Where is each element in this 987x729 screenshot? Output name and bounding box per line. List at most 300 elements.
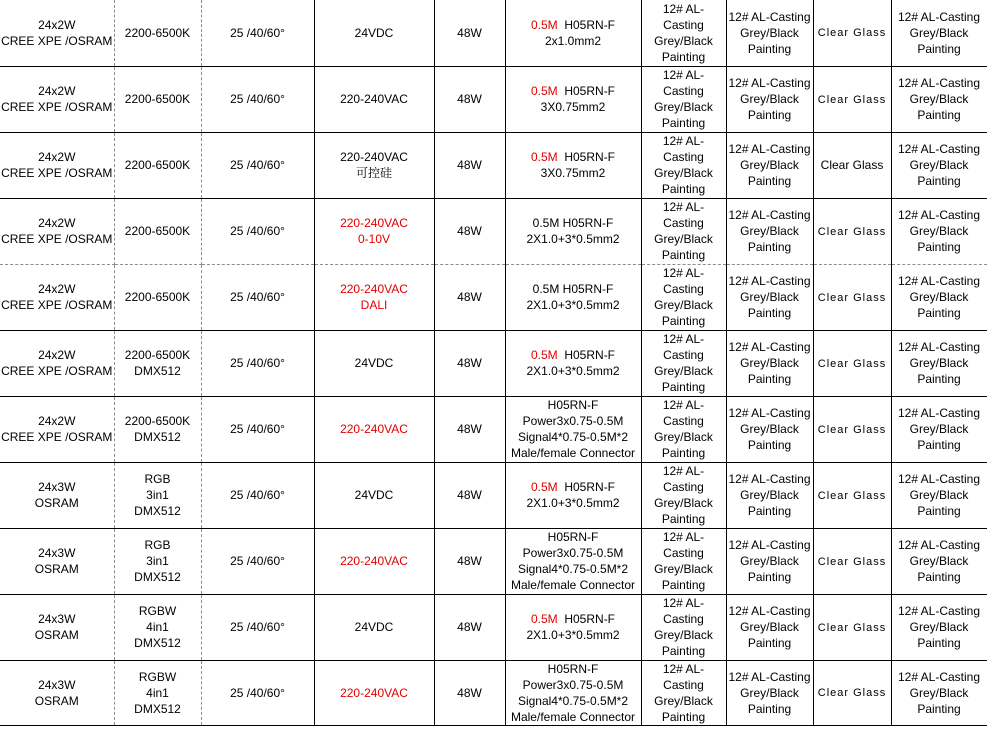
cell-line: 2x1.0mm2: [544, 33, 602, 48]
finish-cell: [726, 594, 813, 660]
glass-text: Clear Glass: [817, 93, 887, 106]
glass-text: Clear Glass: [817, 357, 887, 370]
cell-line: H05RN-F: [564, 348, 616, 362]
cell-line: Male/female Connector: [510, 446, 636, 460]
cell-line: 12# AL-Casting: [897, 9, 981, 24]
power-text: 48W: [457, 554, 482, 568]
cell-line: Painting: [747, 306, 792, 320]
cell-line: DALI: [360, 298, 388, 312]
cell-line: 12# AL-: [662, 530, 705, 544]
cell-line: 12# AL-Casting: [728, 76, 811, 90]
cell-line: CREE XPE /OSRAM: [1, 298, 113, 312]
glass-text: Clear Glass: [817, 423, 887, 436]
cell-line: Painting: [917, 306, 961, 320]
beam-angle-cell: [201, 330, 314, 396]
cell-line: 24VDC: [354, 25, 394, 40]
beam-angle-cell: [201, 132, 314, 198]
beam-angle-cell: [201, 528, 314, 594]
cell-line: 220-240VAC: [340, 554, 408, 568]
finish-cell: [726, 462, 813, 528]
cell-line: DMX512: [134, 636, 181, 650]
cell-line: Grey/Black: [909, 685, 969, 700]
cell-line: Grey/Black: [654, 166, 713, 180]
glass-text: Clear Glass: [820, 158, 884, 172]
cell-line: RGB: [144, 472, 171, 486]
cell-line: DMX512: [134, 504, 181, 518]
cell-line: Painting: [747, 108, 792, 122]
cell-line: 12# AL-Casting: [897, 604, 981, 618]
cell-line: Casting: [663, 348, 704, 362]
cell-line: 24x2W: [38, 84, 76, 98]
cell-line: Grey/Black: [909, 488, 969, 502]
cell-line: 24x2W: [38, 348, 76, 362]
cell-line: Painting: [747, 174, 792, 188]
beam-angle-cell: [201, 264, 314, 330]
cell-line: H05RN-F: [564, 150, 616, 164]
finish-cell: [726, 0, 813, 66]
cell-line: 12# AL-Casting: [897, 142, 981, 156]
cell-line: H05RN-F: [547, 398, 599, 412]
cell-line: Painting: [661, 116, 706, 130]
cell-line: 2X1.0+3*0.5mm2: [526, 628, 620, 642]
power-text: 48W: [457, 488, 482, 502]
power-cell: [434, 462, 505, 528]
cell-line: Grey/Black: [654, 628, 713, 642]
bracket-cell: [891, 198, 987, 264]
glass-text: Clear Glass: [817, 555, 887, 568]
glass-cell: [813, 264, 891, 330]
beam-angle-cell: [201, 198, 314, 264]
input-voltage-cell: [314, 660, 434, 725]
cell-line: Grey/Black: [909, 554, 969, 568]
finish-cell: [726, 198, 813, 264]
bracket-cell: [891, 264, 987, 330]
cell-line: 12# AL-Casting: [897, 274, 981, 288]
cable-cell: [505, 528, 641, 594]
beam-angle-text: 25 /40/60°: [230, 620, 285, 634]
cell-line: 12# AL-: [662, 266, 705, 280]
cable-length-text: 0.5M: [530, 348, 558, 362]
glass-text: Clear Glass: [817, 687, 887, 699]
cell-line: 24VDC: [354, 620, 394, 634]
cell-line: 12# AL-: [662, 398, 705, 412]
material-cell: [641, 660, 726, 725]
power-text: 48W: [457, 158, 482, 172]
cell-line: 24x3W: [38, 546, 76, 560]
cell-line: Painting: [661, 49, 706, 64]
cell-line: Painting: [747, 570, 792, 584]
cell-line: 2200-6500K: [124, 290, 191, 304]
cell-line: Grey/Black: [740, 422, 799, 436]
cell-line: H05RN-F: [564, 612, 616, 626]
cable-cell: [505, 0, 641, 66]
cell-line: 2200-6500K: [124, 158, 191, 172]
power-text: 48W: [457, 356, 482, 370]
cell-line: 2X1.0+3*0.5mm2: [526, 364, 620, 378]
cell-line: 2200-6500K: [124, 414, 191, 428]
cell-line: 可控硅: [355, 166, 392, 180]
bracket-cell: [891, 396, 987, 462]
cct-cell: [114, 330, 201, 396]
table-row: [0, 660, 987, 725]
cable-cell: [505, 66, 641, 132]
cable-cell: [505, 198, 641, 264]
cell-line: Grey/Black: [740, 488, 799, 502]
led-cell: [0, 0, 114, 66]
finish-cell: [726, 66, 813, 132]
beam-angle-text: 25 /40/60°: [230, 290, 285, 304]
beam-angle-cell: [201, 594, 314, 660]
cell-line: 12# AL-Casting: [897, 406, 981, 420]
cell-line: 12# AL-: [662, 332, 705, 346]
cell-line: Painting: [661, 512, 706, 526]
cell-line: Painting: [661, 446, 706, 460]
cell-line: Male/female Connector: [510, 709, 636, 724]
cable-cell: [505, 660, 641, 725]
cell-line: Grey/Black: [740, 356, 799, 370]
cell-line: DMX512: [134, 430, 181, 444]
cct-cell: [114, 528, 201, 594]
led-cell: [0, 132, 114, 198]
cable-cell: [505, 132, 641, 198]
cell-line: 12# AL-Casting: [728, 9, 811, 24]
cell-line: 24x3W: [38, 480, 76, 494]
table-row: [0, 264, 987, 330]
bracket-cell: [891, 462, 987, 528]
beam-angle-text: 25 /40/60°: [230, 224, 285, 238]
cell-line: Casting: [663, 414, 704, 428]
cell-line: 12# AL-: [662, 200, 705, 214]
power-cell: [434, 66, 505, 132]
cell-line: 0.5M H05RN-F: [532, 216, 614, 230]
cct-cell: [114, 396, 201, 462]
cell-line: Painting: [917, 701, 961, 716]
cell-line: 220-240VAC: [340, 422, 408, 436]
cell-line: Painting: [661, 709, 706, 724]
cct-cell: [114, 660, 201, 725]
cct-cell: [114, 198, 201, 264]
cell-line: Grey/Black: [654, 232, 713, 246]
cell-line: 3in1: [146, 488, 169, 502]
cell-line: Painting: [917, 372, 961, 386]
finish-cell: [726, 330, 813, 396]
cell-line: 0.5M H05RN-F: [532, 282, 614, 296]
cell-line: 12# AL-Casting: [728, 208, 811, 222]
cell-line: Painting: [917, 570, 961, 584]
cell-line: H05RN-F: [547, 530, 599, 544]
cct-cell: [114, 66, 201, 132]
input-voltage-cell: [314, 594, 434, 660]
material-cell: [641, 330, 726, 396]
glass-cell: [813, 462, 891, 528]
cell-line: 24VDC: [354, 356, 394, 370]
cell-line: Male/female Connector: [510, 578, 636, 592]
cell-line: RGBW: [138, 604, 177, 618]
power-cell: [434, 264, 505, 330]
input-voltage-cell: [314, 528, 434, 594]
input-voltage-cell: [314, 132, 434, 198]
cell-line: Painting: [747, 636, 792, 650]
cell-line: Power3x0.75-0.5M: [522, 414, 624, 428]
cable-cell: [505, 330, 641, 396]
beam-angle-text: 25 /40/60°: [230, 422, 285, 436]
glass-text: Clear Glass: [817, 225, 887, 238]
beam-angle-cell: [201, 462, 314, 528]
glass-text: Clear Glass: [817, 621, 887, 634]
cable-length-text: 0.5M: [530, 17, 558, 32]
cell-line: 3X0.75mm2: [540, 100, 606, 114]
cable-cell: [505, 594, 641, 660]
material-cell: [641, 462, 726, 528]
glass-cell: [813, 660, 891, 725]
glass-text: Clear Glass: [817, 291, 887, 304]
led-cell: [0, 528, 114, 594]
cell-line: 24x2W: [38, 414, 76, 428]
material-cell: [641, 0, 726, 66]
cell-line: Casting: [663, 150, 704, 164]
power-text: 48W: [457, 25, 482, 40]
cell-line: 12# AL-Casting: [728, 142, 811, 156]
cell-line: 2X1.0+3*0.5mm2: [526, 496, 620, 510]
material-cell: [641, 396, 726, 462]
cell-line: Grey/Black: [909, 25, 969, 40]
bracket-cell: [891, 660, 987, 725]
cell-line: 12# AL-Casting: [728, 340, 811, 354]
power-text: 48W: [457, 92, 482, 106]
cell-line: Grey/Black: [740, 224, 799, 238]
material-cell: [641, 594, 726, 660]
bracket-cell: [891, 330, 987, 396]
cell-line: DMX512: [134, 701, 181, 716]
cell-line: Painting: [917, 174, 961, 188]
cell-line: Grey/Black: [654, 100, 713, 114]
cell-line: CREE XPE /OSRAM: [1, 100, 113, 114]
bracket-cell: [891, 132, 987, 198]
cell-line: Grey/Black: [909, 92, 969, 106]
table-row: [0, 198, 987, 264]
led-cell: [0, 66, 114, 132]
beam-angle-text: 25 /40/60°: [230, 685, 285, 700]
bracket-cell: [891, 0, 987, 66]
power-text: 48W: [457, 290, 482, 304]
glass-text: Clear Glass: [817, 27, 887, 40]
power-cell: [434, 528, 505, 594]
beam-angle-text: 25 /40/60°: [230, 554, 285, 568]
cell-line: 220-240VAC: [340, 685, 408, 700]
cct-cell: [114, 264, 201, 330]
cell-line: 24x3W: [38, 612, 76, 626]
glass-text: Clear Glass: [817, 489, 887, 502]
cell-line: Casting: [663, 17, 704, 32]
table-row: [0, 132, 987, 198]
led-cell: [0, 660, 114, 725]
cell-line: Painting: [747, 240, 792, 254]
cell-line: Signal4*0.75-0.5M*2: [517, 430, 629, 444]
bracket-cell: [891, 66, 987, 132]
cell-line: 24x2W: [38, 282, 76, 296]
cell-line: 4in1: [146, 685, 169, 700]
finish-cell: [726, 132, 813, 198]
material-cell: [641, 132, 726, 198]
cell-line: 3X0.75mm2: [540, 166, 606, 180]
cell-line: 12# AL-Casting: [897, 669, 981, 684]
led-cell: [0, 396, 114, 462]
cell-line: CREE XPE /OSRAM: [1, 430, 113, 444]
glass-cell: [813, 198, 891, 264]
beam-angle-text: 25 /40/60°: [230, 488, 285, 502]
input-voltage-cell: [314, 396, 434, 462]
cable-cell: [505, 396, 641, 462]
cell-line: Painting: [661, 644, 706, 658]
cell-line: Casting: [663, 480, 704, 494]
cell-line: 2X1.0+3*0.5mm2: [526, 298, 620, 312]
cell-line: Painting: [747, 438, 792, 452]
cell-line: 220-240VAC: [340, 216, 408, 230]
input-voltage-cell: [314, 0, 434, 66]
beam-angle-cell: [201, 66, 314, 132]
cell-line: H05RN-F: [564, 84, 616, 98]
cell-line: RGBW: [138, 669, 177, 684]
cell-line: Painting: [661, 578, 706, 592]
cell-line: CREE XPE /OSRAM: [1, 364, 113, 378]
cell-line: Grey/Black: [909, 224, 969, 238]
cell-line: 0-10V: [357, 232, 391, 246]
cell-line: Power3x0.75-0.5M: [522, 546, 624, 560]
cell-line: Casting: [663, 282, 704, 296]
finish-cell: [726, 396, 813, 462]
cell-line: 220-240VAC: [340, 150, 408, 164]
cable-length-text: 0.5M: [530, 612, 558, 626]
cct-cell: [114, 0, 201, 66]
table-row: [0, 462, 987, 528]
cell-line: Grey/Black: [909, 290, 969, 304]
cell-line: Painting: [917, 438, 961, 452]
bracket-cell: [891, 528, 987, 594]
input-voltage-cell: [314, 264, 434, 330]
cell-line: Casting: [663, 612, 704, 626]
cct-cell: [114, 594, 201, 660]
beam-angle-cell: [201, 0, 314, 66]
power-text: 48W: [457, 224, 482, 238]
finish-cell: [726, 264, 813, 330]
material-cell: [641, 198, 726, 264]
input-voltage-cell: [314, 330, 434, 396]
cell-line: Grey/Black: [654, 298, 713, 312]
cell-line: Casting: [663, 546, 704, 560]
cell-line: Signal4*0.75-0.5M*2: [517, 693, 629, 708]
led-cell: [0, 594, 114, 660]
table-row: [0, 0, 987, 66]
cell-line: 24x2W: [38, 17, 76, 32]
cell-line: 12# AL-: [662, 1, 705, 16]
cell-line: 2200-6500K: [124, 224, 191, 238]
cell-line: Painting: [747, 41, 792, 56]
cell-line: DMX512: [134, 570, 181, 584]
cell-line: Power3x0.75-0.5M: [522, 677, 624, 692]
power-text: 48W: [457, 685, 482, 700]
cell-line: 12# AL-Casting: [897, 472, 981, 486]
beam-angle-text: 25 /40/60°: [230, 25, 285, 40]
cell-line: Casting: [663, 84, 704, 98]
cell-line: 12# AL-Casting: [897, 76, 981, 90]
cell-line: Signal4*0.75-0.5M*2: [517, 562, 629, 576]
cable-length-text: 0.5M: [530, 84, 558, 98]
material-cell: [641, 528, 726, 594]
cell-line: RGB: [144, 538, 171, 552]
cell-line: Grey/Black: [654, 430, 713, 444]
cell-line: Grey/Black: [654, 33, 713, 48]
input-voltage-cell: [314, 462, 434, 528]
power-cell: [434, 396, 505, 462]
cell-line: 24VDC: [354, 488, 394, 502]
cell-line: Painting: [661, 248, 706, 262]
cell-line: 24x3W: [38, 677, 76, 692]
cell-line: Painting: [747, 372, 792, 386]
cell-line: 2200-6500K: [124, 92, 191, 106]
cell-line: OSRAM: [34, 628, 79, 642]
cell-line: 12# AL-: [662, 134, 705, 148]
power-cell: [434, 660, 505, 725]
table-row: [0, 396, 987, 462]
glass-cell: [813, 396, 891, 462]
cell-line: Grey/Black: [909, 356, 969, 370]
cell-line: Grey/Black: [740, 290, 799, 304]
glass-cell: [813, 528, 891, 594]
cell-line: 12# AL-: [662, 68, 705, 82]
cell-line: 12# AL-Casting: [728, 274, 811, 288]
cell-line: Grey/Black: [740, 554, 799, 568]
glass-cell: [813, 0, 891, 66]
led-cell: [0, 264, 114, 330]
cell-line: Grey/Black: [740, 685, 799, 700]
cable-cell: [505, 264, 641, 330]
cable-length-text: 0.5M: [530, 150, 558, 164]
input-voltage-cell: [314, 66, 434, 132]
cell-line: Grey/Black: [740, 620, 799, 634]
material-cell: [641, 264, 726, 330]
cable-length-text: 0.5M: [530, 480, 558, 494]
cell-line: Grey/Black: [909, 158, 969, 172]
cell-line: Painting: [747, 701, 792, 716]
cell-line: Grey/Black: [909, 422, 969, 436]
cell-line: 12# AL-Casting: [728, 406, 811, 420]
cell-line: 220-240VAC: [340, 92, 408, 106]
cell-line: OSRAM: [34, 562, 79, 576]
cell-line: Grey/Black: [654, 693, 713, 708]
table-row: [0, 528, 987, 594]
cell-line: 220-240VAC: [340, 282, 408, 296]
beam-angle-text: 25 /40/60°: [230, 158, 285, 172]
cell-line: 12# AL-Casting: [728, 472, 811, 486]
led-cell: [0, 198, 114, 264]
led-cell: [0, 330, 114, 396]
cell-line: OSRAM: [34, 496, 79, 510]
cell-line: OSRAM: [34, 693, 79, 708]
cell-line: Painting: [661, 182, 706, 196]
cell-line: Grey/Black: [740, 158, 799, 172]
cell-line: 3in1: [146, 554, 169, 568]
cell-line: 12# AL-Casting: [728, 604, 811, 618]
cell-line: Casting: [663, 216, 704, 230]
beam-angle-cell: [201, 660, 314, 725]
glass-cell: [813, 594, 891, 660]
cell-line: 12# AL-Casting: [728, 538, 811, 552]
cell-line: Painting: [747, 504, 792, 518]
cell-line: Painting: [917, 504, 961, 518]
glass-cell: [813, 132, 891, 198]
cell-line: H05RN-F: [547, 661, 599, 676]
cell-line: Grey/Black: [740, 25, 799, 40]
